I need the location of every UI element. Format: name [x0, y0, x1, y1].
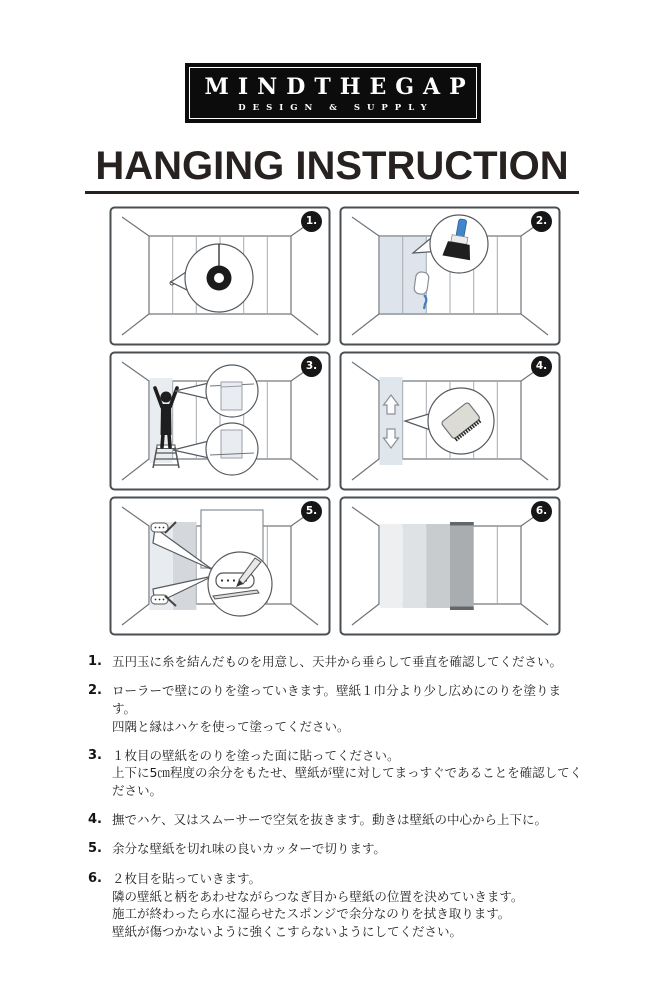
ruler-dot — [155, 527, 157, 529]
step-line: 隣の壁紙と柄をあわせながらつなぎ目から壁紙の位置を決めていきます。 — [112, 888, 524, 904]
ruler-dot — [233, 579, 235, 581]
panel-6-illustration — [339, 496, 561, 636]
cutting-callout — [208, 552, 272, 616]
ruler-dot — [221, 579, 223, 581]
step-text — [112, 747, 584, 800]
step-line: 施工が終わったら水に湿らせたスポンジで余分なのりを拭き取ります。 — [112, 906, 511, 922]
step-badge-3: 3. — [301, 356, 322, 377]
instruction-steps — [88, 653, 584, 941]
step-number: 2. — [88, 683, 102, 699]
step-number: 1. — [88, 654, 102, 669]
step-line: ローラーで壁にのりを塗っていきます。壁紙１巾分より少し広めにのりを塗ります。 — [112, 683, 562, 717]
step-badge-6: 6. — [531, 501, 552, 522]
five-yen-coin-icon — [207, 266, 232, 291]
step-number: 5. — [88, 841, 102, 857]
ruler-dot — [159, 599, 161, 601]
step-badge-4: 4. — [531, 356, 552, 377]
person-head — [161, 392, 172, 403]
brand-name: MINDTHEGAP — [204, 74, 475, 100]
panel-4-illustration — [339, 351, 561, 491]
first-wallpaper-strip — [380, 377, 403, 465]
step-text — [112, 682, 584, 735]
step-line: ２枚目を貼っていきます。 — [112, 870, 262, 886]
panel-3-illustration — [109, 351, 331, 491]
step-number: 4. — [88, 811, 102, 827]
step-text — [112, 840, 386, 858]
step-badge-1: 1. — [301, 211, 322, 232]
strip-1 — [380, 524, 403, 608]
step-item-2 — [88, 682, 584, 735]
second-wallpaper-strip — [173, 522, 197, 610]
brand-logo — [185, 63, 481, 123]
panel-step-3 — [109, 351, 331, 491]
panel-step-5 — [109, 496, 331, 636]
panel-5-illustration — [109, 496, 331, 636]
brand-tagline: DESIGN & SUPPLY — [238, 103, 434, 113]
step-line: 五円玉に糸を結んだものを用意し、天井から垂らして垂直を確認してください。 — [112, 654, 563, 669]
step-line: 壁紙が傷つかないように強くこすらないようにしてください。 — [112, 924, 463, 940]
ruler-dot — [155, 599, 157, 601]
step-line: 上下に5㎝程度の余分をもたせ、壁紙が壁に対してまっすぐであることを確認してください。 — [112, 765, 583, 799]
step-item-1 — [88, 653, 584, 671]
strip-2 — [403, 524, 427, 608]
instruction-panels — [109, 206, 561, 636]
step-text — [112, 870, 523, 941]
step-line: 余分な壁紙を切れ味の良いカッターで切ります。 — [112, 841, 386, 857]
page-title: HANGING INSTRUCTION — [85, 144, 579, 194]
step-number: 3. — [88, 747, 102, 763]
step-item-5 — [88, 840, 584, 858]
panel-1-illustration — [109, 206, 331, 346]
ladder-platform — [157, 445, 175, 449]
step-badge-5: 5. — [301, 501, 322, 522]
step-text — [112, 653, 562, 671]
strip-3 — [426, 524, 450, 608]
ruler-dot — [163, 527, 165, 529]
step-text — [112, 811, 547, 829]
ruler-dot — [163, 599, 165, 601]
step-line: １枚目の壁紙をのりを塗った面に貼ってください。 — [112, 747, 400, 763]
panel-step-1 — [109, 206, 331, 346]
panel-step-2 — [339, 206, 561, 346]
panel-step-4 — [339, 351, 561, 491]
strip-4 — [450, 522, 474, 610]
strip-4-top-edge — [450, 522, 474, 526]
ruler-dot — [227, 579, 229, 581]
step-item-6 — [88, 870, 584, 941]
roller-cylinder — [414, 271, 430, 295]
step-line: 四隅と縁はハケを使って塗ってください。 — [112, 718, 350, 734]
coin-hole — [214, 273, 224, 283]
strip-4-bottom-edge — [450, 607, 474, 611]
brand-logo-frame — [189, 67, 477, 119]
step-number: 6. — [88, 870, 102, 886]
step-item-4 — [88, 811, 584, 829]
step-line: 撫でハケ、又はスムーサーで空気を抜きます。動きは壁紙の中心から上下に。 — [112, 811, 548, 827]
step-badge-2: 2. — [531, 211, 552, 232]
step-item-3 — [88, 747, 584, 800]
panel-2-illustration — [339, 206, 561, 346]
ruler-dot — [159, 527, 161, 529]
panel-step-6 — [339, 496, 561, 636]
